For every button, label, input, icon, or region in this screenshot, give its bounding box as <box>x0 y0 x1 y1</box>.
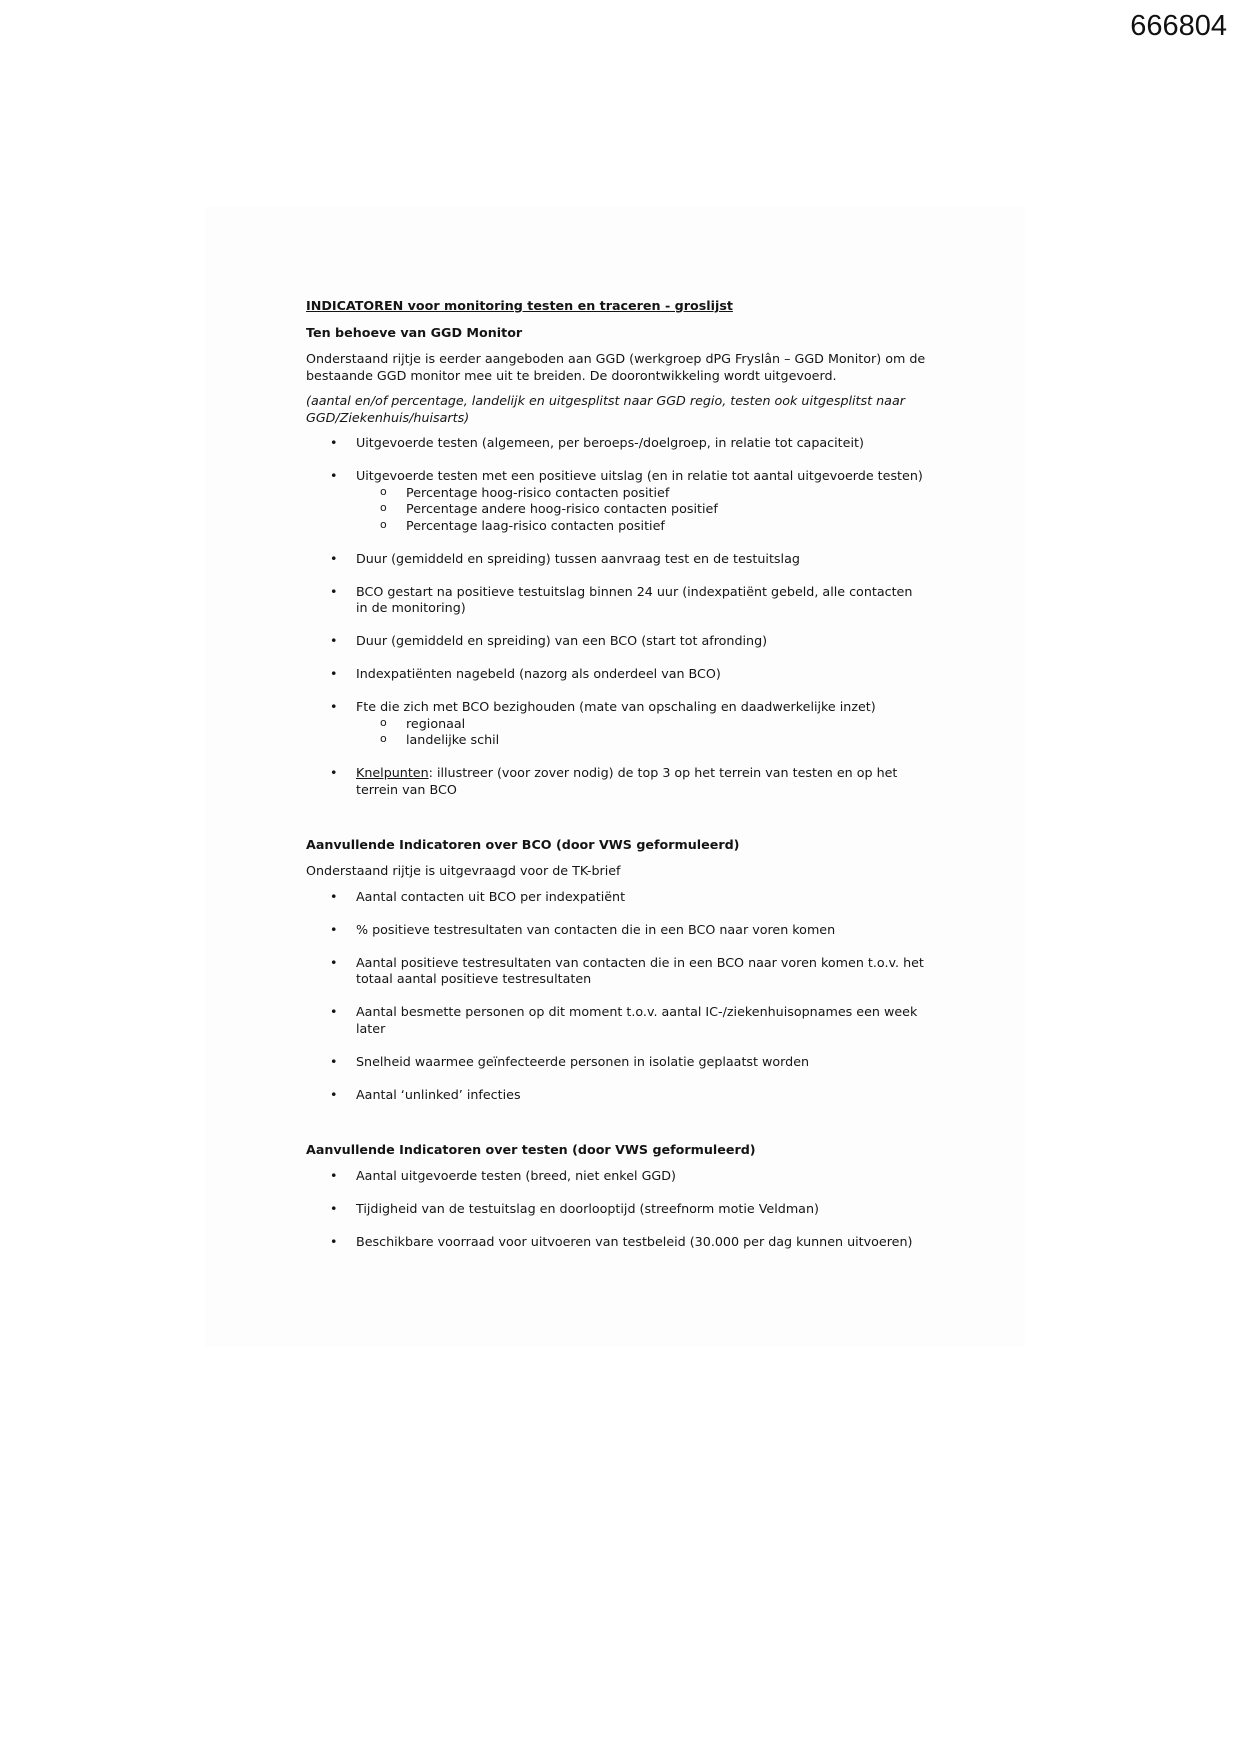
list-item <box>306 699 926 749</box>
sub-list <box>356 716 926 749</box>
sub-item: o Percentage laag-risico contacten positief <box>306 518 926 535</box>
sub-item: o regionaal <box>306 716 926 733</box>
list-item <box>306 666 926 683</box>
section-note: (aantal en/of percentage, landelijk en uitgesplitst naar GGD regio, testen ook uitgesplitst naar GGD/Ziekenhuis/huisarts) <box>306 393 905 425</box>
list-item <box>306 468 926 534</box>
list-item <box>306 584 926 617</box>
list-item: • Aantal contacten uit BCO per indexpatiënt <box>306 889 926 906</box>
section-intro: Onderstaand rijtje is uitgevraagd voor de TK-brief <box>306 863 621 878</box>
list-item: • % positieve testresultaten van contacten die in een BCO naar voren komen <box>306 922 926 939</box>
list-item: • Beschikbare voorraad voor uitvoeren van testbeleid (30.000 per dag kunnen uitvoeren) <box>306 1234 926 1251</box>
document-body <box>306 298 926 1267</box>
list-item: • Aantal uitgevoerde testen (breed, niet enkel GGD) <box>306 1168 926 1185</box>
item-text: Uitgevoerde testen (algemeen, per beroeps-/doelgroep, in relatie tot capaciteit) <box>356 435 864 450</box>
section-heading-ggd-monitor: Ten behoeve van GGD Monitor <box>306 324 523 340</box>
sub-item: o Percentage hoog-risico contacten positief <box>306 485 926 502</box>
item-text: : illustreer (voor zover nodig) de top 3 op het terrein van testen en op het terrein van BCO <box>356 765 898 797</box>
document-title: INDICATOREN voor monitoring testen en traceren - groslijst <box>306 298 733 313</box>
item-text: Fte die zich met BCO bezighouden (mate van opschaling en daadwerkelijke inzet) <box>356 699 876 714</box>
list-item: • Aantal positieve testresultaten van contacten die in een BCO naar voren komen t.o.v. het totaal aantal positieve testresultaten <box>306 955 926 988</box>
list-item: • Aantal besmette personen op dit moment t.o.v. aantal IC-/ziekenhuisopnames een week later <box>306 1004 926 1037</box>
section-intro: Onderstaand rijtje is eerder aangeboden aan GGD (werkgroep dPG Fryslân – GGD Monitor) om de bestaande GGD monitor mee uit te breiden. De doorontwikkeling wordt uitgevoerd. <box>306 351 926 383</box>
indicator-list-ggd <box>306 435 926 798</box>
item-text: BCO gestart na positieve testuitslag binnen 24 uur (indexpatiënt gebeld, alle contacten in de monitoring) <box>356 583 913 615</box>
list-item <box>306 435 926 452</box>
section-heading-testen: Aanvullende Indicatoren over testen (door VWS geformuleerd) <box>306 1141 756 1157</box>
sub-list <box>356 485 926 535</box>
indicator-list-bco <box>306 889 926 1104</box>
list-item <box>306 633 926 650</box>
indicator-list-testen <box>306 1168 926 1251</box>
sub-item: o landelijke schil <box>306 732 926 749</box>
item-text: Indexpatiënten nagebeld (nazorg als onderdeel van BCO) <box>356 666 721 681</box>
spacer <box>306 1120 926 1142</box>
spacer <box>306 815 926 837</box>
sub-item: o Percentage andere hoog-risico contacten positief <box>306 501 926 518</box>
item-text: Uitgevoerde testen met een positieve uitslag (en in relatie tot aantal uitgevoerde testen) <box>356 468 923 483</box>
list-item: • Tijdigheid van de testuitslag en doorlooptijd (streefnorm motie Veldman) <box>306 1201 926 1218</box>
item-text: Duur (gemiddeld en spreiding) van een BCO (start tot afronding) <box>356 633 768 648</box>
list-item <box>306 765 926 798</box>
section-heading-bco: Aanvullende Indicatoren over BCO (door VWS geformuleerd) <box>306 836 740 852</box>
item-text: Duur (gemiddeld en spreiding) tussen aanvraag test en de testuitslag <box>356 550 800 566</box>
list-item: • Snelheid waarmee geïnfecteerde personen in isolatie geplaatst worden <box>306 1054 926 1071</box>
list-item <box>306 551 926 568</box>
document-id: 666804 <box>1130 10 1227 42</box>
list-item: • Aantal ‘unlinked’ infecties <box>306 1087 926 1104</box>
knelpunten-label: Knelpunten <box>356 765 429 780</box>
